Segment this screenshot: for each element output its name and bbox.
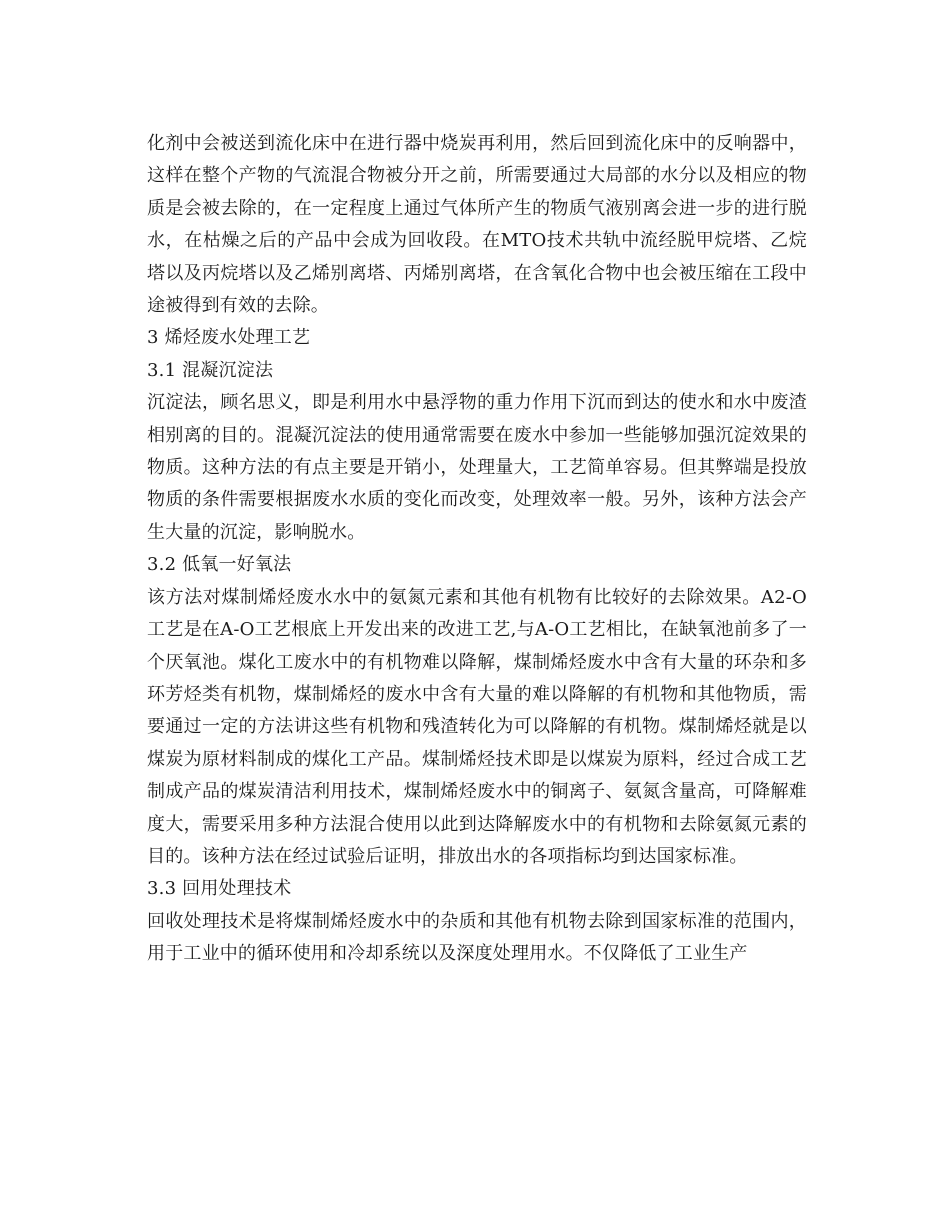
section-3-1-body: 沉淀法，顾名思义，即是利用水中悬浮物的重力作用下沉而到达的使水和水中废渣相别离的目的。混凝沉淀法的使用通常需要在废水中参加一些能够加强沉淀效果的物质。这种方法的有点主要是开销小，处理量大，工艺简单容易。但其弊端是投放物质的条件需要根据废水水质的变化而改变，处理效率一般。另外，该种方法会产生大量的沉淀，影响脱水。 (147, 392, 807, 543)
section-3-3-body: 回收处理技术是将煤制烯烃废水中的杂质和其他有机物去除到国家标准的范围内，用于工业中的循环使用和冷却系统以及深度处理用水。不仅降低了工业生产 (147, 910, 807, 965)
paragraph-intro: 化剂中会被送到流化床中在进行器中烧炭再利用，然后回到流化床中的反响器中，这样在整个产物的气流混合物被分开之前，所需要通过大局部的水分以及相应的物质是会被去除的，在一定程度上通过气体所产生的物质气液别离会进一步的进行脱水，在枯燥之后的产品中会成为回收段。在MTO技术共轨中流经脱甲烷塔、乙烷塔以及丙烷塔以及乙烯别离塔、丙烯别离塔，在含氧化合物中也会被压缩在工段中途被得到有效的去除。 (147, 133, 807, 317)
document-body (147, 128, 807, 971)
section-3-3-title: 3.3 回用处理技术 (147, 878, 292, 900)
section-3-2-body: 该方法对煤制烯烃废水水中的氨氮元素和其他有机物有比较好的去除效果。A2-O工艺是在A-O工艺根底上开发出来的改进工艺,与A-O工艺相比，在缺氧池前多了一个厌氧池。煤化工废水中的有机物难以降解，煤制烯烃废水中含有大量的环杂和多环芳烃类有机物，煤制烯烃的废水中含有大量的难以降解的有机物和其他物质，需要通过一定的方法讲这些有机物和残渣转化为可以降解的有机物。煤制烯烃就是以煤炭为原材料制成的煤化工产品。煤制烯烃技术即是以煤炭为原料，经过合成工艺制成产品的煤炭清洁利用技术，煤制烯烃废水中的铜离子、氨氮含量高，可降解难度大，需要采用多种方法混合使用以此到达降解废水中的有机物和去除氨氮元素的目的。该种方法在经过试验后证明，排放出水的各项指标均到达国家标准。 (147, 586, 807, 867)
section-3-title: 3 烯烃废水处理工艺 (147, 327, 311, 349)
section-3-1-title: 3.1 混凝沉淀法 (147, 359, 274, 381)
section-3-2-title: 3.2 低氧一好氧法 (147, 554, 292, 576)
